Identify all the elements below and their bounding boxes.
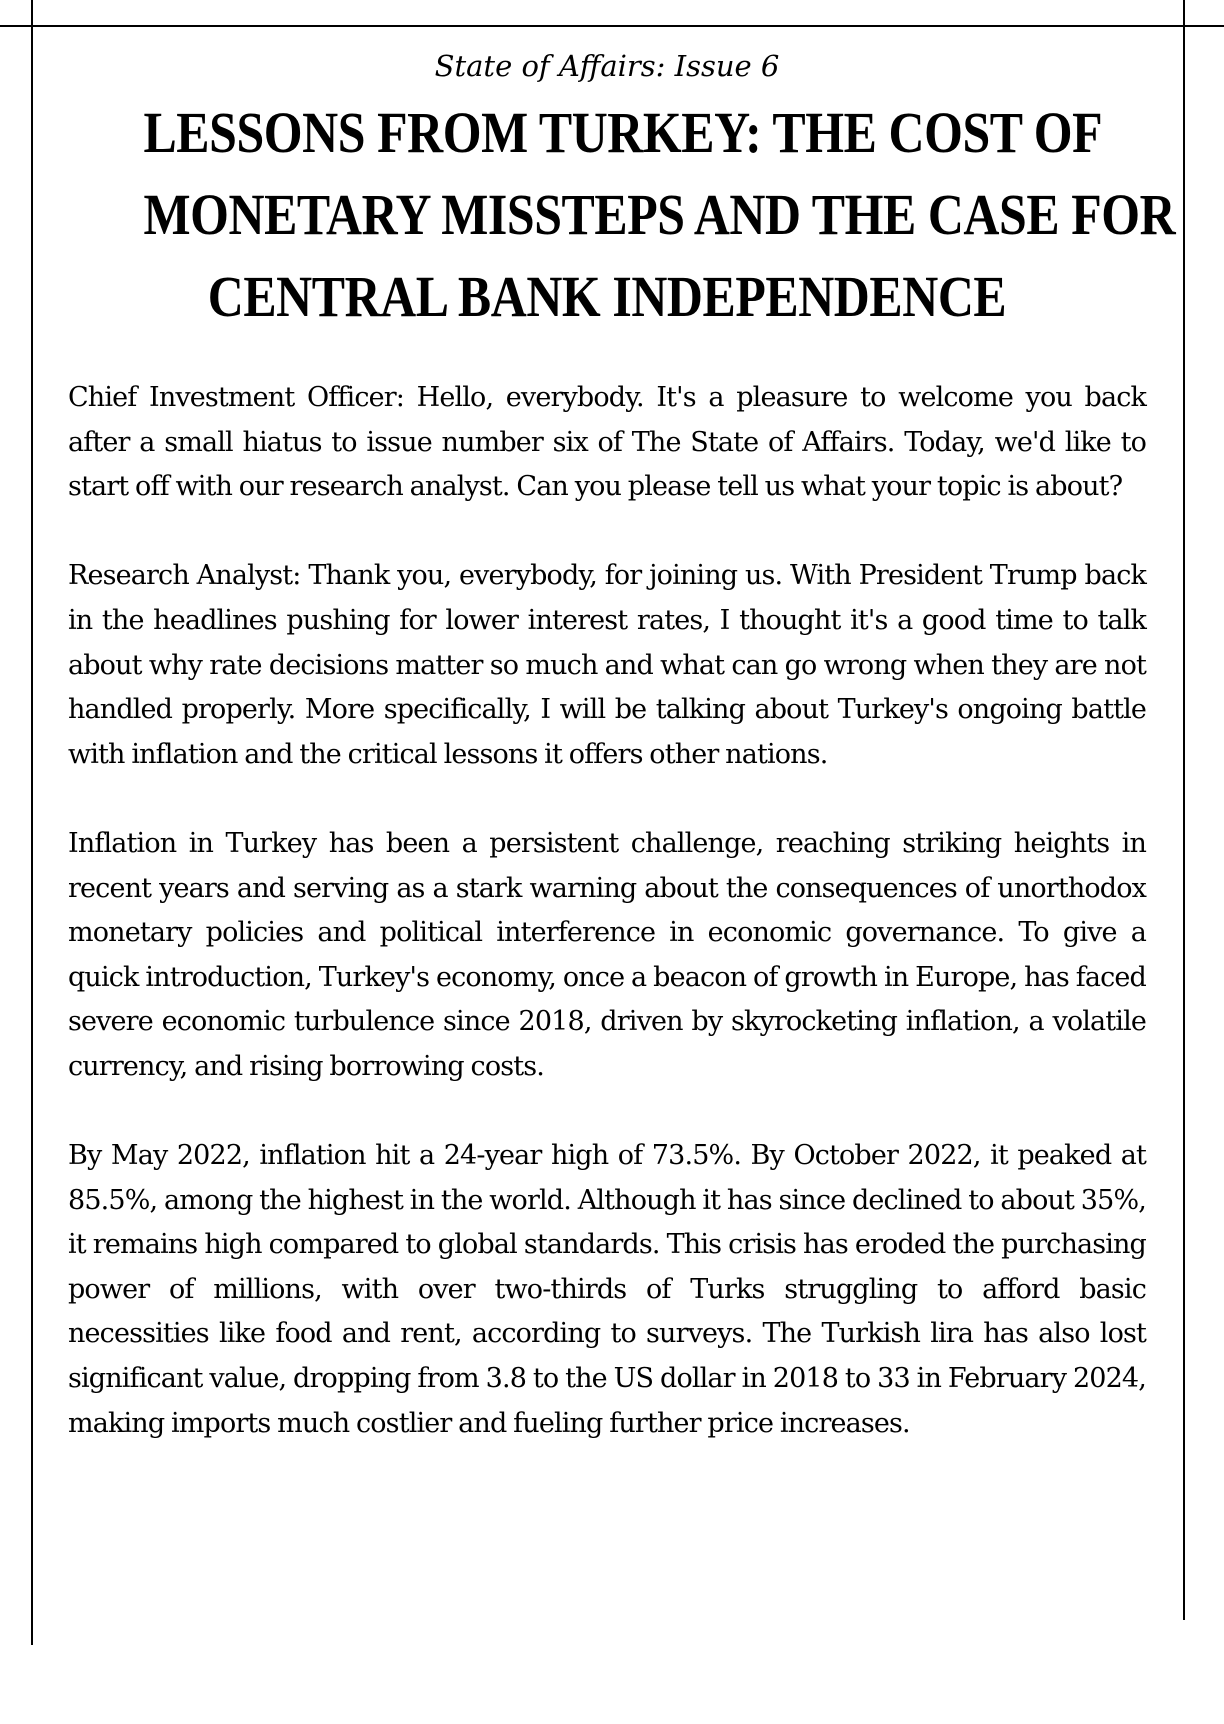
article-body [68,376,1146,1446]
headline-line-2: MONETARY MISSTEPS AND THE CASE FOR [143,182,1176,247]
headline-line-3: CENTRAL BANK INDEPENDENCE [207,264,1007,329]
paragraph-inflation-stats: By May 2022, inflation hit a 24-year high of 73.5%. By October 2022, it peaked at 85.5%, among the highest in the world. Although it has since declined to about 35%, it remains high compared to global standards. This crisis has eroded the purchasing power of millions, with over two-thirds of Turks struggling to afford basic necessities like food and rent, according to surveys. The Turkish lira has also lost significant value, dropping from 3.8 to the US dollar in 2018 to 33 in February 2024, making imports much costlier and fueling further price increases. [68,1140,1146,1439]
paragraph-inflation-background: Inflation in Turkey has been a persistent challenge, reaching striking heights in recent years and serving as a stark warning about the consequences of unorthodox monetary policies and political interference in economic governance. To give a quick introduction, Turkey's economy, once a beacon of growth in Europe, has faced severe economic turbulence since 2018, driven by skyrocketing inflation, a volatile currency, and rising borrowing costs. [68,827,1146,1082]
headline [68,92,1176,338]
headline-line-1: LESSONS FROM TURKEY: THE COST OF [143,100,1103,165]
paragraph-cio-intro: Chief Investment Officer: Hello, everybody. It's a pleasure to welcome you back after a small hiatus to issue number six of The State of Affairs. Today, we'd like to start off with our research analyst. Can you please tell us what your topic is about? [68,382,1146,503]
right-border-rule [1183,0,1185,1620]
paragraph-analyst-intro: Research Analyst: Thank you, everybody, for joining us. With President Trump back in the headlines pushing for lower interest rates, I thought it's a good time to talk about why rate decisions matter so much and what can go wrong when they are not handled properly. More specifically, I will be talking about Turkey's ongoing battle with inflation and the critical lessons it offers other nations. [68,560,1146,770]
issue-label: State of Affairs: Issue 6 [434,49,780,83]
left-border-rule [31,0,33,1645]
article [68,46,1176,1446]
top-border-rule [0,25,1224,27]
